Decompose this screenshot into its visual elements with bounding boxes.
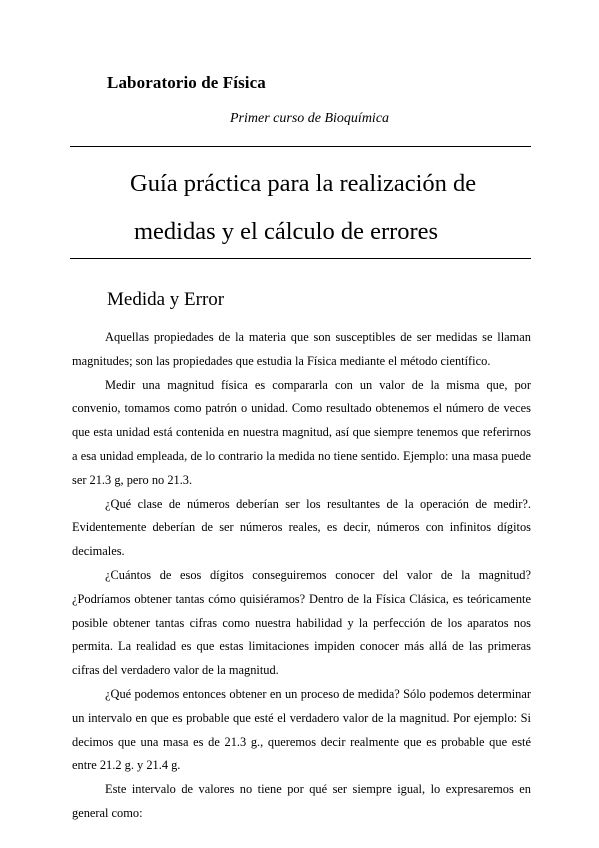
bottom-divider	[70, 258, 531, 259]
paragraph: Aquellas propiedades de la materia que son susceptibles de ser medidas se llaman magnitudes; son las propiedades que estudia la Física mediante el método científico.	[72, 330, 531, 368]
document-title-line-1: Guía práctica para la realización de	[130, 170, 477, 197]
top-divider	[70, 146, 531, 147]
document-title	[130, 160, 550, 256]
paragraph: ¿Cuántos de esos dígitos conseguiremos conocer del valor de la magnitud? ¿Podríamos obtener tantas cómo quisiéramos? Dentro de la Física Clásica, es teóricamente posible obtener tantas cifras como nuestra habilidad y la perfección de los aparatos nos permita. La realidad es que estas limitaciones impiden conocer más allá de las primeras cifras del verdadero valor de la magnitud.	[72, 567, 531, 678]
section-heading: Medida y Error	[107, 289, 225, 310]
document-title-line-2: medidas y el cálculo de errores	[134, 218, 439, 245]
lab-title: Laboratorio de Física	[107, 73, 266, 92]
course-subtitle: Primer curso de Bioquímica	[230, 111, 390, 126]
body-text	[72, 326, 531, 826]
paragraph: ¿Qué clase de números deberían ser los resultantes de la operación de medir?. Evidentemente deberían de ser números reales, es decir, números con infinitos dígitos decimales.	[72, 496, 531, 559]
paragraph: ¿Qué podemos entonces obtener en un proceso de medida? Sólo podemos determinar un intervalo en que es probable que esté el verdadero valor de la magnitud. Por ejemplo: Si decimos que una masa es de 21.3 g., queremos decir realmente que es probable que esté entre 21.2 g. y 21.4 g.	[72, 686, 531, 773]
paragraph: Medir una magnitud física es compararla con un valor de la misma que, por convenio, tomamos como patrón o unidad. Como resultado obtenemos el número de veces que esta unidad está contenida en nuestra magnitud, así que siempre tenemos que referirnos a esa unidad empleada, de lo contrario la medida no tiene sentido. Ejemplo: una masa puede ser 21.3 g, pero no 21.3.	[72, 377, 531, 487]
paragraph: Este intervalo de valores no tiene por qué ser siempre igual, lo expresaremos en general como:	[72, 782, 531, 820]
